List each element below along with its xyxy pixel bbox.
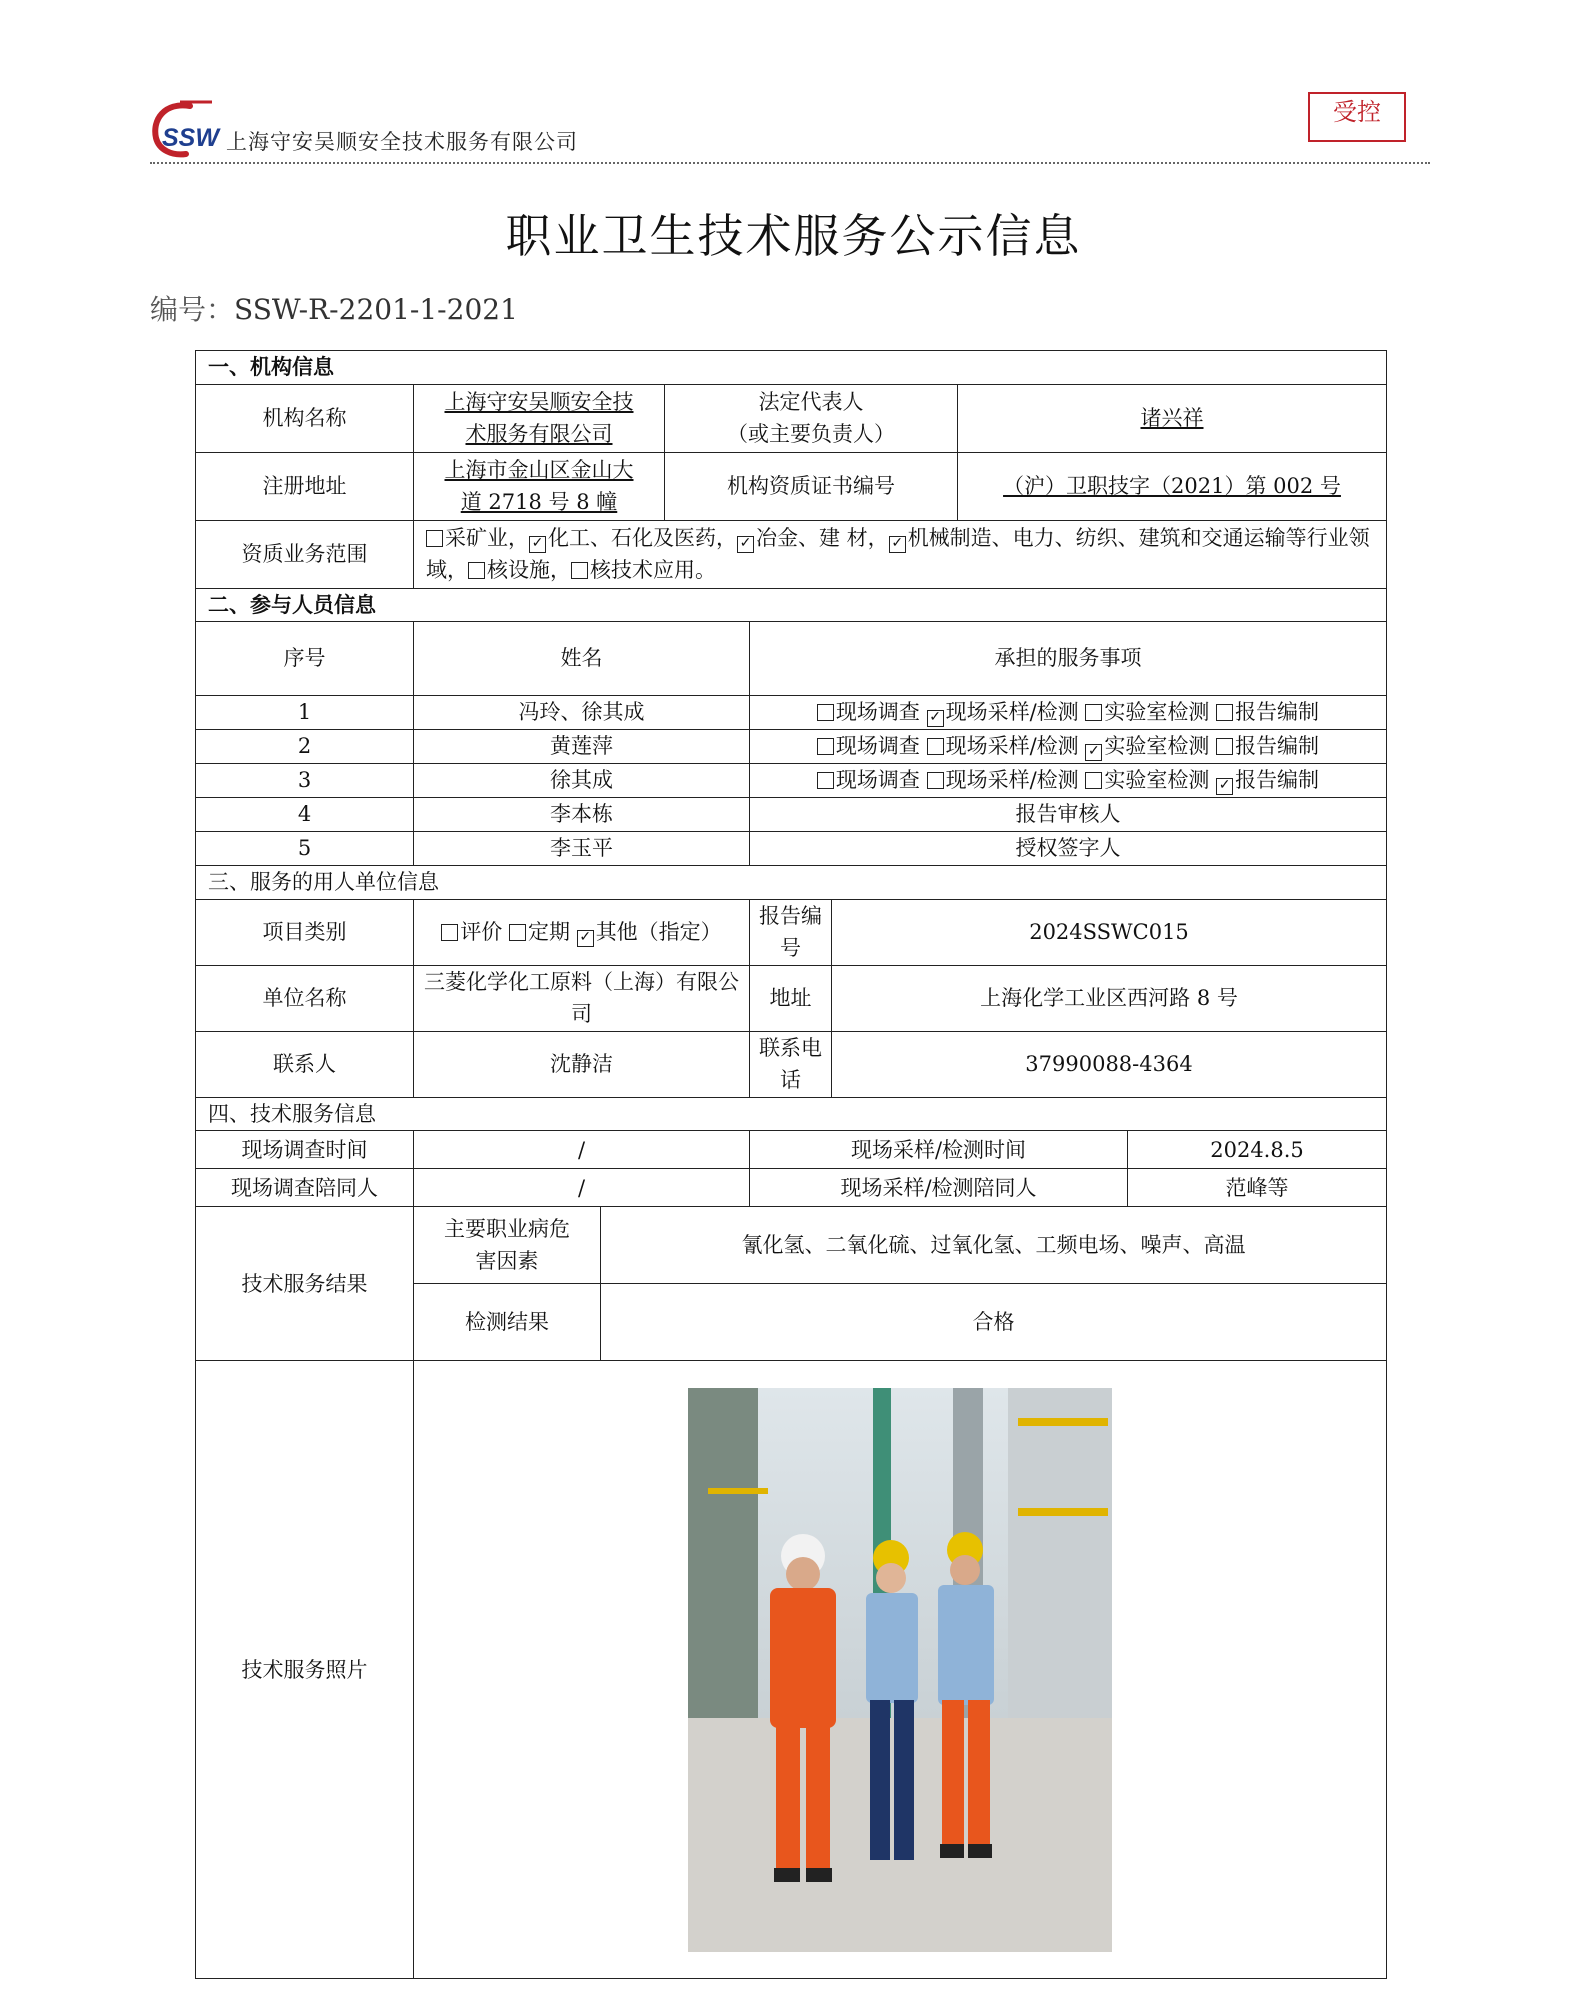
- unchecked-box-icon: [509, 924, 526, 941]
- contact-label: 联系人: [196, 1031, 414, 1097]
- staff-seq: 2: [196, 730, 414, 764]
- test-result-label: 检测结果: [414, 1284, 601, 1361]
- document-number: [150, 288, 518, 328]
- ssw-logo: [150, 98, 224, 158]
- section2-title: 二、参与人员信息: [196, 588, 1387, 622]
- sample-companion-label: 现场采样/检测陪同人: [750, 1169, 1128, 1207]
- survey-companion-label: 现场调查陪同人: [196, 1169, 414, 1207]
- checked-box-icon: ✓: [889, 536, 906, 553]
- unchecked-box-icon: [927, 738, 944, 755]
- checked-box-icon: ✓: [529, 536, 546, 553]
- unchecked-box-icon: [817, 738, 834, 755]
- company-name: 上海守安吴顺安全技术服务有限公司: [226, 130, 578, 154]
- checked-box-icon: ✓: [1216, 778, 1233, 795]
- reg-address-line2: 道 2718 号 8 幢: [460, 490, 618, 515]
- task-label: 实验室检测: [1104, 700, 1210, 725]
- task-label: 现场调查: [835, 768, 920, 793]
- cert-no-value: （沪）卫职技字（2021）第 002 号: [958, 452, 1387, 520]
- staff-seq: 4: [196, 798, 414, 832]
- project-type-label: 项目类别: [196, 899, 414, 965]
- unchecked-box-icon: [426, 530, 443, 547]
- col-seq-header: 序号: [196, 622, 414, 696]
- unchecked-box-icon: [927, 772, 944, 789]
- staff-name: 李玉平: [414, 832, 750, 866]
- staff-row: [196, 798, 1387, 832]
- unchecked-box-icon: [441, 924, 458, 941]
- page-header: [150, 92, 1430, 167]
- checked-box-icon: ✓: [927, 710, 944, 727]
- document-number-label: 编号：: [150, 293, 235, 326]
- sample-time-label: 现场采样/检测时间: [750, 1131, 1128, 1169]
- org-name-label: 机构名称: [196, 384, 414, 452]
- contact-value: 沈静洁: [414, 1031, 750, 1097]
- section3-title: 三、服务的用人单位信息: [196, 866, 1387, 900]
- project-type-value: [414, 899, 750, 965]
- staff-name: 黄莲萍: [414, 730, 750, 764]
- task-label: 实验室检测: [1104, 768, 1210, 793]
- task-label: 现场调查: [835, 700, 920, 725]
- staff-row: [196, 832, 1387, 866]
- checked-box-icon: ✓: [1085, 744, 1102, 761]
- logo-text: SSW: [162, 124, 219, 152]
- hazard-value: 氰化氢、二氧化硫、过氧化氢、工频电场、噪声、高温: [601, 1207, 1387, 1284]
- scope-item: 化工、石化及医药，: [548, 525, 737, 550]
- unchecked-box-icon: [1085, 772, 1102, 789]
- staff-name: 李本栋: [414, 798, 750, 832]
- phone-value: 37990088-4364: [832, 1031, 1387, 1097]
- scope-item: 核技术应用。: [590, 558, 716, 583]
- staff-tasks: [750, 764, 1387, 798]
- unit-address-label: 地址: [750, 965, 832, 1031]
- col-name-header: 姓名: [414, 622, 750, 696]
- unchecked-box-icon: [817, 704, 834, 721]
- unchecked-box-icon: [1216, 704, 1233, 721]
- org-name-line2: 术服务有限公司: [465, 422, 613, 447]
- task-label: 实验室检测: [1104, 734, 1210, 759]
- info-table: [195, 350, 1387, 1979]
- report-no-label: 报告编号: [750, 899, 832, 965]
- section4-title: 四、技术服务信息: [196, 1097, 1387, 1131]
- scope-item: 机械制造、电力、纺织、建筑和交通运输等行业领域，: [426, 525, 1370, 583]
- staff-row: [196, 764, 1387, 798]
- document-number-value: SSW-R-2201-1-2021: [234, 293, 518, 326]
- col-task-header: 承担的服务事项: [750, 622, 1387, 696]
- unchecked-box-icon: [1085, 704, 1102, 721]
- task-label: 现场采样/检测: [945, 768, 1079, 793]
- legal-rep-label-line1: 法定代表人: [758, 389, 864, 414]
- checked-box-icon: ✓: [577, 930, 594, 947]
- unit-address-value: 上海化学工业区西河路 8 号: [832, 965, 1387, 1031]
- task-label: 报告编制: [1235, 768, 1320, 793]
- scope-label: 资质业务范围: [196, 520, 414, 588]
- section1-title: 一、机构信息: [196, 351, 1387, 385]
- unchecked-box-icon: [817, 772, 834, 789]
- hazard-label-line1: 主要职业病危: [444, 1216, 570, 1241]
- phone-label: 联系电话: [750, 1031, 832, 1097]
- sample-companion-value: 范峰等: [1128, 1169, 1387, 1207]
- unit-name-label: 单位名称: [196, 965, 414, 1031]
- legal-rep-value: 诸兴祥: [958, 384, 1387, 452]
- test-result-value: 合格: [601, 1284, 1387, 1361]
- survey-companion-value: /: [414, 1169, 750, 1207]
- staff-tasks: [750, 730, 1387, 764]
- reg-address-line1: 上海市金山区金山大: [444, 457, 634, 482]
- staff-row: [196, 696, 1387, 730]
- controlled-stamp: 受控: [1308, 92, 1406, 142]
- checked-box-icon: ✓: [737, 536, 754, 553]
- photo-label: 技术服务照片: [196, 1361, 414, 1979]
- staff-seq: 3: [196, 764, 414, 798]
- project-type-option: 定期: [528, 919, 570, 944]
- scope-item: 冶金、建 材，: [756, 525, 889, 550]
- sample-time-value: 2024.8.5: [1128, 1131, 1387, 1169]
- survey-time-label: 现场调查时间: [196, 1131, 414, 1169]
- reg-address-value: [414, 452, 665, 520]
- task-label: 现场采样/检测: [945, 734, 1079, 759]
- legal-rep-label-line2: （或主要负责人）: [727, 422, 895, 447]
- unchecked-box-icon: [571, 562, 588, 579]
- scope-item: 核设施，: [487, 558, 571, 583]
- report-no-value: 2024SSWC015: [832, 899, 1387, 965]
- task-label: 现场调查: [835, 734, 920, 759]
- unchecked-box-icon: [1216, 738, 1233, 755]
- reg-address-label: 注册地址: [196, 452, 414, 520]
- cert-no-label: 机构资质证书编号: [665, 452, 958, 520]
- task-label: 报告编制: [1235, 734, 1320, 759]
- staff-row: [196, 730, 1387, 764]
- org-name-line1: 上海守安吴顺安全技: [444, 389, 634, 414]
- staff-seq: 1: [196, 696, 414, 730]
- project-type-option: 评价: [460, 919, 503, 944]
- unit-name-value: 三菱化学化工原料（上海）有限公司: [414, 965, 750, 1031]
- staff-name: 冯玲、徐其成: [414, 696, 750, 730]
- unchecked-box-icon: [468, 562, 485, 579]
- service-photo: [688, 1388, 1112, 1952]
- task-label: 现场采样/检测: [945, 700, 1079, 725]
- survey-time-value: /: [414, 1131, 750, 1169]
- photo-cell: [414, 1361, 1387, 1979]
- staff-tasks: [750, 696, 1387, 730]
- scope-value: [414, 520, 1387, 588]
- legal-rep-label: [665, 384, 958, 452]
- result-label: 技术服务结果: [196, 1207, 414, 1361]
- org-name-value: [414, 384, 665, 452]
- hazard-label: [414, 1207, 601, 1284]
- staff-seq: 5: [196, 832, 414, 866]
- task-label: 报告编制: [1235, 700, 1320, 725]
- staff-role: 授权签字人: [750, 832, 1387, 866]
- page-title: 职业卫生技术服务公示信息: [505, 209, 1082, 263]
- scope-item: 采矿业，: [445, 525, 529, 550]
- staff-role: 报告审核人: [750, 798, 1387, 832]
- staff-name: 徐其成: [414, 764, 750, 798]
- hazard-label-line2: 害因素: [475, 1249, 539, 1274]
- header-divider: [150, 162, 1430, 164]
- project-type-option: 其他（指定）: [595, 919, 722, 944]
